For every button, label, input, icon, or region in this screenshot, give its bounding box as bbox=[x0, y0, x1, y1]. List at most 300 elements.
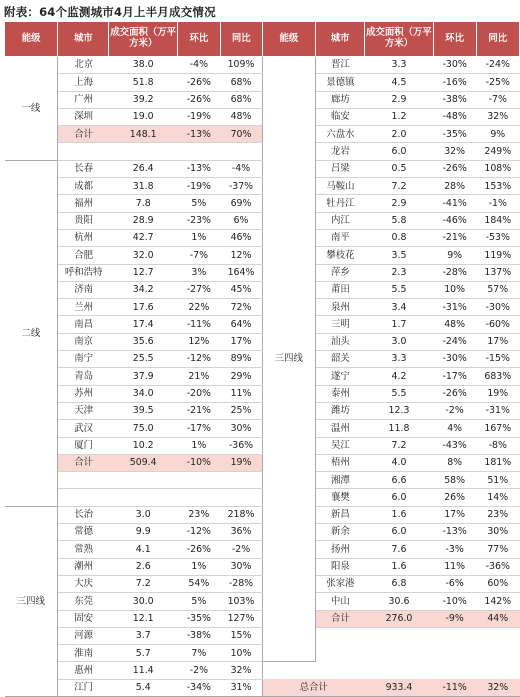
mom-cell: -4% bbox=[177, 57, 220, 74]
table-row bbox=[5, 541, 520, 558]
yoy-cell: -15% bbox=[476, 351, 519, 368]
area-cell: 4.5 bbox=[365, 74, 433, 91]
city-cell: 晋江 bbox=[316, 57, 365, 74]
area-cell: 5.7 bbox=[109, 645, 177, 662]
area-cell: 2.6 bbox=[109, 558, 177, 575]
yoy-cell: 6% bbox=[220, 212, 262, 229]
mom-cell: -19% bbox=[177, 108, 220, 125]
mom-cell: 5% bbox=[177, 195, 220, 212]
city-cell: 上海 bbox=[58, 74, 109, 91]
area-cell: 25.5 bbox=[109, 351, 177, 368]
city-cell: 济南 bbox=[58, 281, 109, 298]
mom-cell: 10% bbox=[433, 281, 476, 298]
city-cell: 常德 bbox=[58, 524, 109, 541]
table-row bbox=[5, 247, 520, 264]
yoy-cell: 14% bbox=[476, 489, 519, 506]
mom-cell: -35% bbox=[433, 126, 476, 143]
yoy-cell bbox=[220, 143, 262, 160]
mom-cell: 11% bbox=[433, 558, 476, 575]
area-cell: 3.3 bbox=[365, 57, 433, 74]
city-cell: 杭州 bbox=[58, 229, 109, 246]
city-cell: 惠州 bbox=[58, 662, 109, 679]
table-row bbox=[5, 610, 520, 627]
area-cell: 2.9 bbox=[365, 91, 433, 108]
city-cell: 青岛 bbox=[58, 368, 109, 385]
table-row bbox=[5, 126, 520, 143]
table-row bbox=[5, 627, 520, 644]
mom-cell bbox=[433, 627, 476, 644]
header-city: 城市 bbox=[316, 22, 365, 57]
city-cell bbox=[58, 143, 109, 160]
area-cell: 6.8 bbox=[365, 575, 433, 592]
table-row bbox=[5, 524, 520, 541]
table-row bbox=[5, 385, 520, 402]
table-row bbox=[5, 57, 520, 74]
mom-cell: 12% bbox=[177, 333, 220, 350]
city-cell: 潮州 bbox=[58, 558, 109, 575]
table-row bbox=[5, 264, 520, 281]
city-cell: 合计 bbox=[316, 610, 365, 627]
area-cell: 34.0 bbox=[109, 385, 177, 402]
area-cell: 31.8 bbox=[109, 178, 177, 195]
yoy-cell: 32% bbox=[220, 662, 262, 679]
grand-total-area: 933.4 bbox=[365, 679, 433, 696]
mom-cell: -23% bbox=[177, 212, 220, 229]
mom-cell: -21% bbox=[177, 402, 220, 419]
mom-cell: 1% bbox=[177, 229, 220, 246]
city-cell: 泰州 bbox=[316, 385, 365, 402]
yoy-cell: 77% bbox=[476, 541, 519, 558]
table-row bbox=[5, 420, 520, 437]
city-cell: 襄樊 bbox=[316, 489, 365, 506]
mom-cell: -11% bbox=[177, 316, 220, 333]
area-cell: 17.6 bbox=[109, 299, 177, 316]
area-cell: 30.6 bbox=[365, 593, 433, 610]
area-cell: 2.0 bbox=[365, 126, 433, 143]
city-cell: 常熟 bbox=[58, 541, 109, 558]
city-cell: 固安 bbox=[58, 610, 109, 627]
mom-cell: 8% bbox=[433, 454, 476, 471]
mom-cell: 26% bbox=[433, 489, 476, 506]
city-cell: 六盘水 bbox=[316, 126, 365, 143]
mom-cell: 9% bbox=[433, 247, 476, 264]
table-title: 附表：64个监测城市4月上半月成交情况 bbox=[4, 5, 216, 19]
table-row bbox=[5, 91, 520, 108]
area-cell: 32.0 bbox=[109, 247, 177, 264]
header-area: 成交面积（万平方米） bbox=[365, 22, 433, 57]
yoy-cell bbox=[476, 645, 519, 662]
mom-cell bbox=[433, 645, 476, 662]
mom-cell: -28% bbox=[433, 264, 476, 281]
table-row bbox=[5, 662, 520, 679]
city-cell: 莆田 bbox=[316, 281, 365, 298]
mom-cell: -41% bbox=[433, 195, 476, 212]
mom-cell: -46% bbox=[433, 212, 476, 229]
city-cell: 合计 bbox=[58, 126, 109, 143]
mom-cell: -24% bbox=[433, 333, 476, 350]
yoy-cell: 36% bbox=[220, 524, 262, 541]
city-cell bbox=[58, 472, 109, 489]
header-mom: 环比 bbox=[177, 22, 220, 57]
yoy-cell: 184% bbox=[476, 212, 519, 229]
mom-cell: -20% bbox=[177, 385, 220, 402]
city-cell: 广州 bbox=[58, 91, 109, 108]
yoy-cell: -31% bbox=[476, 402, 519, 419]
area-cell: 7.6 bbox=[365, 541, 433, 558]
mom-cell: -17% bbox=[177, 420, 220, 437]
yoy-cell bbox=[220, 472, 262, 489]
yoy-cell: 51% bbox=[476, 472, 519, 489]
city-cell: 长春 bbox=[58, 160, 109, 177]
city-cell: 新余 bbox=[316, 524, 365, 541]
mom-cell bbox=[177, 143, 220, 160]
mom-cell: -9% bbox=[433, 610, 476, 627]
city-cell: 景德镇 bbox=[316, 74, 365, 91]
area-cell: 148.1 bbox=[109, 126, 177, 143]
table-row bbox=[5, 351, 520, 368]
mom-cell: -10% bbox=[177, 454, 220, 471]
mom-cell: 7% bbox=[177, 645, 220, 662]
yoy-cell: -2% bbox=[220, 541, 262, 558]
yoy-cell: 17% bbox=[220, 333, 262, 350]
area-cell: 30.0 bbox=[109, 593, 177, 610]
city-cell: 中山 bbox=[316, 593, 365, 610]
area-cell: 38.0 bbox=[109, 57, 177, 74]
yoy-cell: 46% bbox=[220, 229, 262, 246]
mom-cell: 28% bbox=[433, 178, 476, 195]
area-cell: 12.7 bbox=[109, 264, 177, 281]
area-cell: 3.4 bbox=[365, 299, 433, 316]
mom-cell: -26% bbox=[177, 541, 220, 558]
yoy-cell: -53% bbox=[476, 229, 519, 246]
city-cell: 吕梁 bbox=[316, 160, 365, 177]
table-row bbox=[5, 437, 520, 454]
area-cell: 12.1 bbox=[109, 610, 177, 627]
city-cell: 潍坊 bbox=[316, 402, 365, 419]
table-row bbox=[5, 506, 520, 523]
mom-cell: 23% bbox=[177, 506, 220, 523]
yoy-cell bbox=[476, 627, 519, 644]
area-cell: 7.2 bbox=[365, 437, 433, 454]
area-cell: 42.7 bbox=[109, 229, 177, 246]
city-cell: 福州 bbox=[58, 195, 109, 212]
mom-cell: -21% bbox=[433, 229, 476, 246]
city-cell: 内江 bbox=[316, 212, 365, 229]
area-cell: 3.0 bbox=[365, 333, 433, 350]
mom-cell: 22% bbox=[177, 299, 220, 316]
city-cell: 贵阳 bbox=[58, 212, 109, 229]
header-yoy: 同比 bbox=[220, 22, 262, 57]
table-row bbox=[5, 281, 520, 298]
area-cell: 11.8 bbox=[365, 420, 433, 437]
city-cell: 河源 bbox=[58, 627, 109, 644]
city-cell: 龙岩 bbox=[316, 143, 365, 160]
area-cell: 276.0 bbox=[365, 610, 433, 627]
grand-total-yoy: 32% bbox=[476, 679, 519, 696]
mom-cell: -30% bbox=[433, 57, 476, 74]
table-row bbox=[5, 645, 520, 662]
area-cell: 4.2 bbox=[365, 368, 433, 385]
table-row bbox=[5, 229, 520, 246]
area-cell: 6.0 bbox=[365, 489, 433, 506]
area-cell: 17.4 bbox=[109, 316, 177, 333]
yoy-cell: 64% bbox=[220, 316, 262, 333]
level-cell: 三四线 bbox=[5, 506, 58, 696]
yoy-cell: 30% bbox=[220, 558, 262, 575]
area-cell: 2.9 bbox=[365, 195, 433, 212]
area-cell: 19.0 bbox=[109, 108, 177, 125]
area-cell bbox=[109, 143, 177, 160]
mom-cell: 3% bbox=[177, 264, 220, 281]
area-cell bbox=[365, 627, 433, 644]
area-cell: 11.4 bbox=[109, 662, 177, 679]
yoy-cell: 10% bbox=[220, 645, 262, 662]
table-row bbox=[5, 489, 520, 506]
yoy-cell: 11% bbox=[220, 385, 262, 402]
city-cell: 深圳 bbox=[58, 108, 109, 125]
yoy-cell: 153% bbox=[476, 178, 519, 195]
mom-cell: 4% bbox=[433, 420, 476, 437]
header-level: 能级 bbox=[262, 22, 315, 57]
header-mom: 环比 bbox=[433, 22, 476, 57]
city-cell: 南平 bbox=[316, 229, 365, 246]
mom-cell: -27% bbox=[177, 281, 220, 298]
yoy-cell: 249% bbox=[476, 143, 519, 160]
table-row bbox=[5, 160, 520, 177]
city-cell: 临安 bbox=[316, 108, 365, 125]
city-cell: 合肥 bbox=[58, 247, 109, 264]
yoy-cell: 60% bbox=[476, 575, 519, 592]
yoy-cell: 19% bbox=[220, 454, 262, 471]
yoy-cell: -7% bbox=[476, 91, 519, 108]
yoy-cell: 69% bbox=[220, 195, 262, 212]
area-cell: 0.8 bbox=[365, 229, 433, 246]
table-row bbox=[5, 316, 520, 333]
city-cell: 牡丹江 bbox=[316, 195, 365, 212]
area-cell: 3.3 bbox=[365, 351, 433, 368]
mom-cell: 1% bbox=[177, 558, 220, 575]
area-cell: 26.4 bbox=[109, 160, 177, 177]
mom-cell: -30% bbox=[433, 351, 476, 368]
area-cell bbox=[109, 472, 177, 489]
mom-cell: -26% bbox=[433, 385, 476, 402]
city-cell: 南京 bbox=[58, 333, 109, 350]
table-row bbox=[5, 593, 520, 610]
table-row bbox=[5, 195, 520, 212]
area-cell: 28.9 bbox=[109, 212, 177, 229]
city-cell bbox=[316, 645, 365, 662]
yoy-cell bbox=[433, 662, 476, 679]
table-row bbox=[5, 108, 520, 125]
city-cell: 泉州 bbox=[316, 299, 365, 316]
city-cell: 吴江 bbox=[316, 437, 365, 454]
city-cell: 攀枝花 bbox=[316, 247, 365, 264]
city-cell bbox=[262, 662, 315, 679]
mom-cell: -13% bbox=[177, 160, 220, 177]
area-cell: 37.9 bbox=[109, 368, 177, 385]
mom-cell: 54% bbox=[177, 575, 220, 592]
area-cell: 51.8 bbox=[109, 74, 177, 91]
yoy-cell: 68% bbox=[220, 74, 262, 91]
city-cell: 苏州 bbox=[58, 385, 109, 402]
yoy-cell: -60% bbox=[476, 316, 519, 333]
area-cell: 4.1 bbox=[109, 541, 177, 558]
city-cell: 廊坊 bbox=[316, 91, 365, 108]
yoy-cell: 137% bbox=[476, 264, 519, 281]
header-yoy: 同比 bbox=[476, 22, 519, 57]
yoy-cell: -36% bbox=[476, 558, 519, 575]
mom-cell: -13% bbox=[177, 126, 220, 143]
mom-cell: -38% bbox=[177, 627, 220, 644]
header-row bbox=[5, 22, 520, 57]
area-cell: 12.3 bbox=[365, 402, 433, 419]
yoy-cell: 25% bbox=[220, 402, 262, 419]
yoy-cell: 19% bbox=[476, 385, 519, 402]
mom-cell: -12% bbox=[177, 524, 220, 541]
area-cell: 5.4 bbox=[109, 679, 177, 696]
city-cell: 萍乡 bbox=[316, 264, 365, 281]
area-cell: 6.0 bbox=[365, 143, 433, 160]
yoy-cell: 31% bbox=[220, 679, 262, 696]
table-row bbox=[5, 679, 520, 696]
city-cell: 合计 bbox=[58, 454, 109, 471]
city-cell: 遂宁 bbox=[316, 368, 365, 385]
yoy-cell: 181% bbox=[476, 454, 519, 471]
yoy-cell: 103% bbox=[220, 593, 262, 610]
area-cell: 4.0 bbox=[365, 454, 433, 471]
yoy-cell: 142% bbox=[476, 593, 519, 610]
city-cell: 扬州 bbox=[316, 541, 365, 558]
table-row bbox=[5, 299, 520, 316]
city-cell: 成都 bbox=[58, 178, 109, 195]
city-cell: 阳泉 bbox=[316, 558, 365, 575]
header-level: 能级 bbox=[5, 22, 58, 57]
yoy-cell: 57% bbox=[476, 281, 519, 298]
yoy-cell: -4% bbox=[220, 160, 262, 177]
city-cell: 淮南 bbox=[58, 645, 109, 662]
yoy-cell: 218% bbox=[220, 506, 262, 523]
area-cell bbox=[365, 645, 433, 662]
mom-cell: -43% bbox=[433, 437, 476, 454]
city-cell: 武汉 bbox=[58, 420, 109, 437]
yoy-cell: -36% bbox=[220, 437, 262, 454]
area-cell: 7.2 bbox=[109, 575, 177, 592]
mom-cell: -31% bbox=[433, 299, 476, 316]
city-cell bbox=[58, 489, 109, 506]
area-cell: 0.5 bbox=[365, 160, 433, 177]
table-row bbox=[5, 368, 520, 385]
area-cell: 35.6 bbox=[109, 333, 177, 350]
mom-cell: 58% bbox=[433, 472, 476, 489]
city-cell: 大庆 bbox=[58, 575, 109, 592]
level-cell: 三四线 bbox=[262, 57, 315, 662]
mom-cell: -13% bbox=[433, 524, 476, 541]
city-cell: 厦门 bbox=[58, 437, 109, 454]
mom-cell: -17% bbox=[433, 368, 476, 385]
yoy-cell bbox=[220, 489, 262, 506]
yoy-cell: 30% bbox=[476, 524, 519, 541]
city-cell: 长治 bbox=[58, 506, 109, 523]
mom-cell: 17% bbox=[433, 506, 476, 523]
yoy-cell: 12% bbox=[220, 247, 262, 264]
area-cell bbox=[109, 489, 177, 506]
yoy-cell: 17% bbox=[476, 333, 519, 350]
city-cell: 温州 bbox=[316, 420, 365, 437]
yoy-cell: -24% bbox=[476, 57, 519, 74]
city-cell: 天津 bbox=[58, 402, 109, 419]
yoy-cell: 164% bbox=[220, 264, 262, 281]
city-cell: 梧州 bbox=[316, 454, 365, 471]
yoy-cell: 167% bbox=[476, 420, 519, 437]
table-row bbox=[5, 575, 520, 592]
mom-cell: -26% bbox=[433, 160, 476, 177]
grand-total-label: 总合计 bbox=[262, 679, 365, 696]
city-cell: 张家港 bbox=[316, 575, 365, 592]
grand-total-mom: -11% bbox=[433, 679, 476, 696]
mom-cell: 32% bbox=[433, 143, 476, 160]
area-cell: 3.5 bbox=[365, 247, 433, 264]
city-cell bbox=[316, 627, 365, 644]
city-cell: 兰州 bbox=[58, 299, 109, 316]
yoy-cell: 29% bbox=[220, 368, 262, 385]
city-cell: 呼和浩特 bbox=[58, 264, 109, 281]
area-cell: 509.4 bbox=[109, 454, 177, 471]
table-row bbox=[5, 402, 520, 419]
yoy-cell: 44% bbox=[476, 610, 519, 627]
mom-cell: -48% bbox=[433, 108, 476, 125]
yoy-cell: 15% bbox=[220, 627, 262, 644]
mom-cell: 48% bbox=[433, 316, 476, 333]
yoy-cell: -1% bbox=[476, 195, 519, 212]
table-row bbox=[5, 472, 520, 489]
yoy-cell: 108% bbox=[476, 160, 519, 177]
city-cell: 韶关 bbox=[316, 351, 365, 368]
yoy-cell: 89% bbox=[220, 351, 262, 368]
level-cell: 一线 bbox=[5, 57, 58, 161]
city-cell: 新昌 bbox=[316, 506, 365, 523]
area-cell: 5.5 bbox=[365, 281, 433, 298]
city-cell: 湘潭 bbox=[316, 472, 365, 489]
city-cell: 马鞍山 bbox=[316, 178, 365, 195]
header-city: 城市 bbox=[58, 22, 109, 57]
table-row bbox=[5, 178, 520, 195]
yoy-cell: 109% bbox=[220, 57, 262, 74]
yoy-cell: -25% bbox=[476, 74, 519, 91]
yoy-cell: -37% bbox=[220, 178, 262, 195]
yoy-cell: 72% bbox=[220, 299, 262, 316]
mom-cell: -26% bbox=[177, 91, 220, 108]
city-transaction-table bbox=[4, 21, 520, 697]
area-cell: 39.2 bbox=[109, 91, 177, 108]
table-row bbox=[5, 454, 520, 471]
area-cell: 1.7 bbox=[365, 316, 433, 333]
area-cell: 1.2 bbox=[365, 108, 433, 125]
mom-cell: -2% bbox=[177, 662, 220, 679]
area-cell: 10.2 bbox=[109, 437, 177, 454]
city-cell: 南宁 bbox=[58, 351, 109, 368]
city-cell: 江门 bbox=[58, 679, 109, 696]
area-cell: 75.0 bbox=[109, 420, 177, 437]
mom-cell: 21% bbox=[177, 368, 220, 385]
yoy-cell: 48% bbox=[220, 108, 262, 125]
mom-cell bbox=[177, 472, 220, 489]
yoy-cell: 683% bbox=[476, 368, 519, 385]
mom-cell: -3% bbox=[433, 541, 476, 558]
area-cell: 5.5 bbox=[365, 385, 433, 402]
city-cell: 汕头 bbox=[316, 333, 365, 350]
yoy-cell: 70% bbox=[220, 126, 262, 143]
mom-cell: 5% bbox=[177, 593, 220, 610]
